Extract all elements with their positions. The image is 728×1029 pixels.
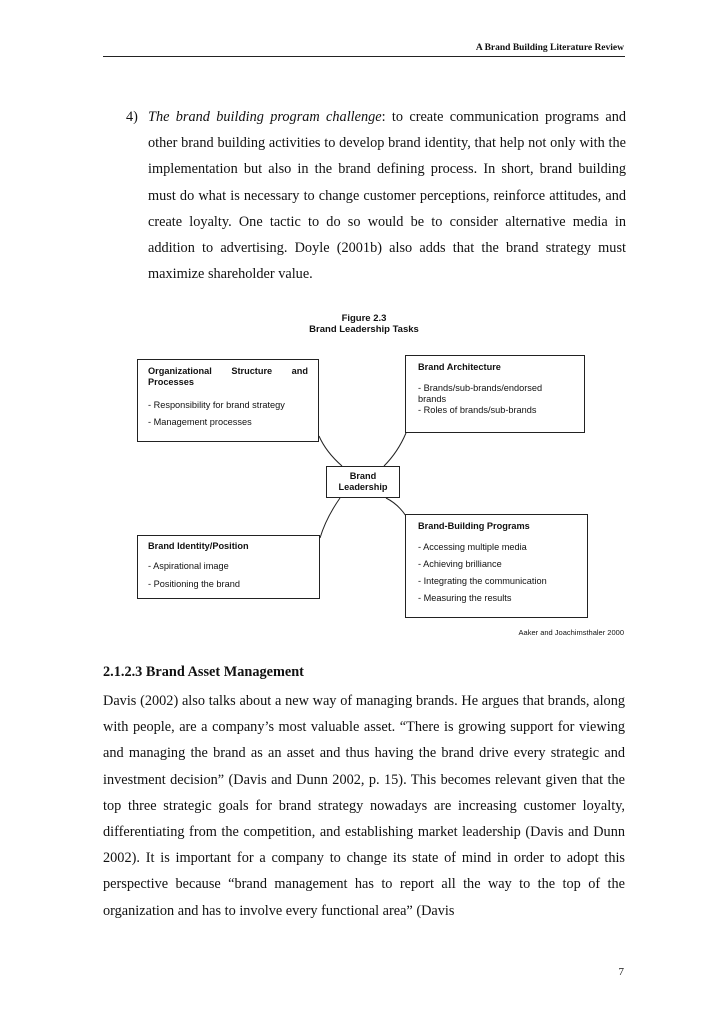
diagram-box-org-structure <box>137 359 319 442</box>
body-paragraph: Davis (2002) also talks about a new way of managing brands. He argues that brands, along with people, are a company’s most valuable asset. “There is growing support for viewing and managing the brand as an asset and thus having the brand drive every strategic and investment decision” (Davis and Dunn 2002, p. 15). This becomes relevant given that the top three strategic goals for brand strategy nowadays are increasing customer loyalty, differentiating from the competition, and establishing market leadership (Davis and Dunn 2002). It is important for a company to change its state of mind in order to adopt this perspective because “brand management has to report all the way to the top of the organization and has to involve every functional area” (Davis <box>103 693 625 919</box>
brand-programs-item: - Achieving brilliance <box>418 559 502 569</box>
brand-architecture-title: Brand Architecture <box>418 362 501 372</box>
list-item-lead: The brand building program challenge <box>148 109 382 125</box>
brand-programs-item: - Accessing multiple media <box>418 542 527 552</box>
brand-identity-item: - Positioning the brand <box>148 579 240 589</box>
brand-identity-item: - Aspirational image <box>148 561 229 571</box>
brand-programs-title: Brand-Building Programs <box>418 521 530 531</box>
diagram-box-brand-architecture <box>405 355 585 433</box>
list-item-body: : to create communication programs and other brand building activities to develop brand identity, that help not only with the implementation but also in the brand defining process. In short, brand building must do what is necessary to change customer perceptions, reinforce attitudes, and create loyalty. One tactic to do so would be to consider alternative media in addition to advertising. Doyle (2001b) also adds that the brand strategy must maximize shareholder value. <box>148 109 626 283</box>
org-structure-title-line2: Processes <box>148 377 194 387</box>
connector-ident-center <box>320 498 340 538</box>
brand-programs-item: - Integrating the communication <box>418 576 547 586</box>
connector-org-center <box>319 436 342 466</box>
figure-title: Brand Leadership Tasks <box>309 324 419 335</box>
brand-architecture-item: - Brands/sub-brands/endorsed brands <box>418 383 543 404</box>
brand-programs-item: - Measuring the results <box>418 593 512 603</box>
diagram-box-brand-programs <box>405 514 588 618</box>
connector-arch-center <box>384 433 406 466</box>
brand-architecture-item: - Roles of brands/sub-brands <box>418 405 537 415</box>
running-header-title: A Brand Building Literature Review <box>475 43 624 53</box>
org-structure-title-line1: Organizational Structure and <box>148 366 308 376</box>
brand-identity-title: Brand Identity/Position <box>148 541 249 551</box>
connector-prog-center <box>386 498 406 516</box>
diagram-box-brand-identity <box>137 535 320 599</box>
page-number: 7 <box>618 966 624 978</box>
section-heading: 2.1.2.3 Brand Asset Management <box>103 664 304 680</box>
list-number: 4) <box>126 109 138 125</box>
org-structure-item: - Responsibility for brand strategy <box>148 400 285 410</box>
org-structure-item: - Management processes <box>148 417 252 427</box>
figure-label: Figure 2.3 <box>341 313 387 324</box>
diagram-box-center: Brand Leadership <box>326 466 400 498</box>
figure-source: Aaker and Joachimsthaler 2000 <box>518 628 624 637</box>
